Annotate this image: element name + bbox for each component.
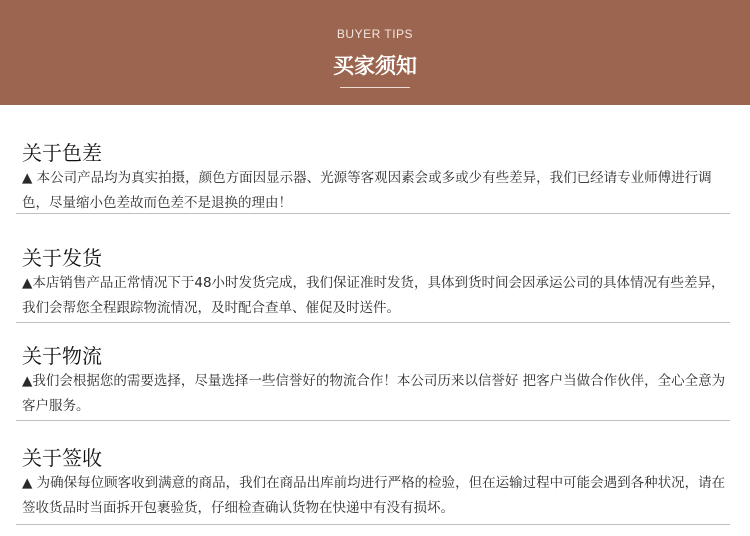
section-title: 关于发货 (22, 246, 102, 270)
banner-subtitle: BUYER TIPS (336, 27, 414, 41)
section-divider (16, 420, 730, 421)
section-divider (16, 524, 730, 525)
section-body: ▲ 为确保每位顾客收到满意的商品，我们在商品出库前均进行严格的检验，但在运输过程中可能会遇到各种状况，请在签收货品时当面拆开包裹验货，仔细检查确认货物在快递中有没有损坏。 (22, 475, 726, 516)
section-divider (16, 213, 730, 214)
section-title: 关于色差 (22, 141, 102, 165)
banner-underline (340, 87, 410, 88)
section-title: 关于签收 (22, 446, 102, 470)
banner-title: 买家须知 (333, 53, 417, 78)
section-body: ▲ 本公司产品均为真实拍摄，颜色方面因显示器、光源等客观因素会或多或少有些差异，我们已经请专业师傅进行调色，尽量缩小色差故而色差不是退换的理由！ (22, 170, 712, 211)
section-divider (16, 322, 730, 323)
section-body: ▲我们会根据您的需要选择，尽量选择一些信誉好的物流合作！本公司历来以信誉好 把客户当做合作伙伴，全心全意为客户服务。 (22, 373, 726, 414)
section-title: 关于物流 (22, 344, 102, 368)
section-body: ▲本店销售产品正常情况下于48小时发货完成，我们保证准时发货，具体到货时间会因承运公司的具体情况有些差异，我们会帮您全程跟踪物流情况，及时配合查单、催促及时送件。 (22, 275, 725, 316)
buyer-tips-banner (0, 0, 750, 105)
